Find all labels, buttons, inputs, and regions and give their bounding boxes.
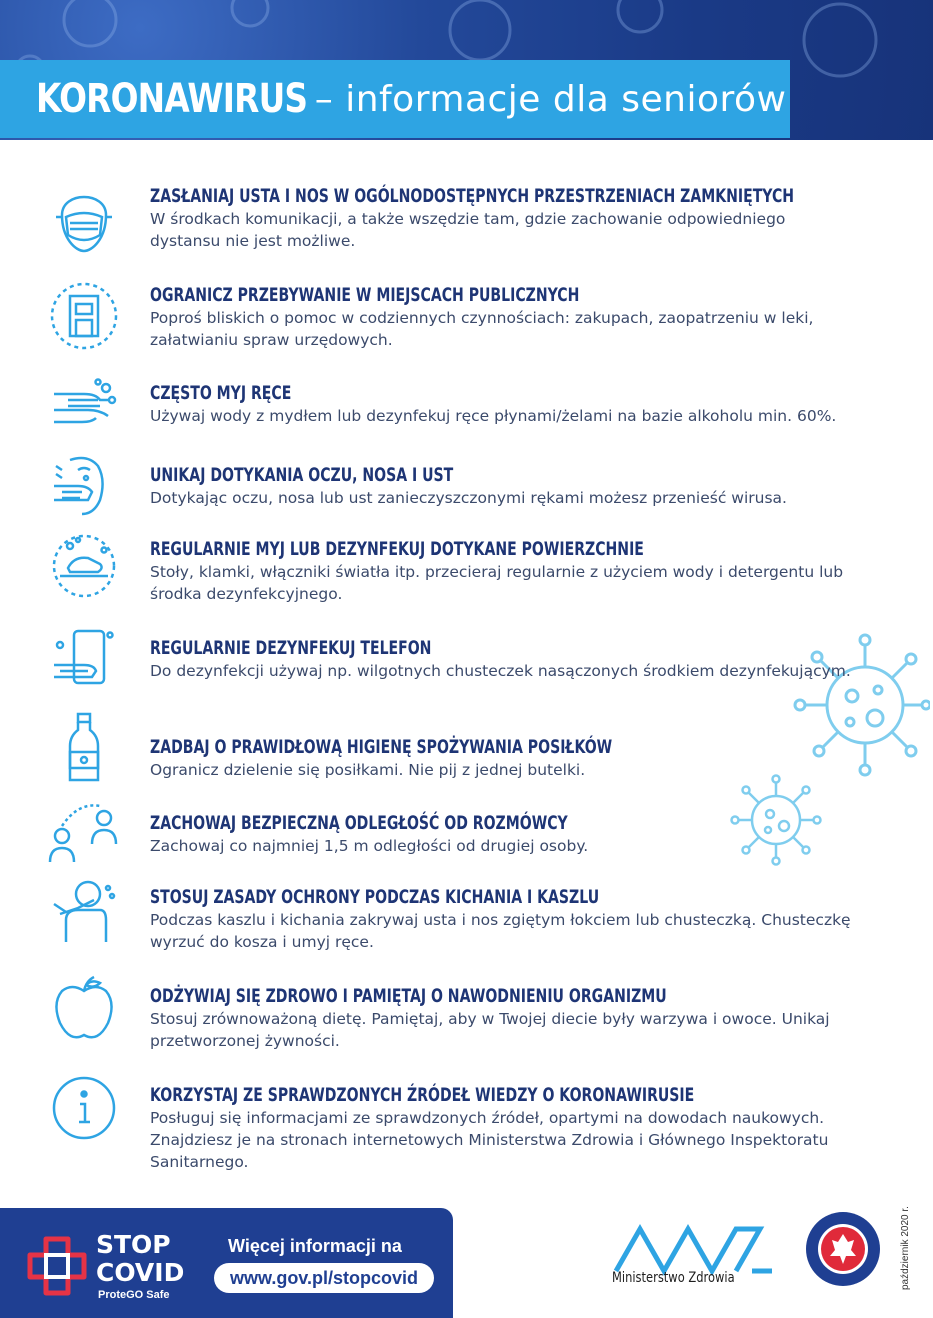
apple-icon xyxy=(48,973,120,1045)
protego-cross-icon xyxy=(26,1235,88,1297)
title-bar xyxy=(0,60,790,138)
advice-text: Stosuj zrównoważoną dietę. Pamiętaj, aby w Twojej diecie były warzywa i owoce. Unikaj przetworzonej żywności. xyxy=(150,1010,830,1050)
stopcovid-panel xyxy=(0,1208,453,1318)
advice-title: STOSUJ ZASADY OCHRONY PODCZAS KICHANIA I KASZLU xyxy=(150,886,600,908)
publication-date: październik 2020 r. xyxy=(900,1206,911,1290)
page-subtitle: – informacje dla seniorów xyxy=(314,78,787,120)
advice-text: Zachowaj co najmniej 1,5 m odległości od drugiej osoby. xyxy=(150,837,589,855)
advice-text: Ogranicz dzielenie się posiłkami. Nie pij z jednej butelki. xyxy=(150,761,586,779)
advice-text: Stoły, klamki, włączniki światła itp. przecieraj regularnie z użyciem wody i detergentu lub środka dezynfekcyjnego. xyxy=(150,563,844,603)
stopcovid-link[interactable]: www.gov.pl/stopcovid xyxy=(214,1263,434,1293)
advice-title: REGULARNIE MYJ LUB DEZYNFEKUJ DOTYKANE POWIERZCHNIE xyxy=(150,538,644,560)
hand-wash-icon xyxy=(48,370,120,442)
virus-decoration-large-icon xyxy=(790,630,930,780)
advice-title: ODŻYWIAJ SIĘ ZDROWO I PAMIĘTAJ O NAWODNIENIU ORGANIZMU xyxy=(150,985,667,1007)
sanitary-inspection-seal-icon xyxy=(804,1210,882,1288)
covid-word: COVID xyxy=(96,1258,185,1287)
advice-title: OGRANICZ PRZEBYWANIE W MIEJSCACH PUBLICZNYCH xyxy=(150,284,580,306)
phone-wipe-icon xyxy=(48,625,120,697)
surface-wipe-icon xyxy=(48,528,120,600)
advice-text: Poproś bliskich o pomoc w codziennych czynnościach: zakupach, zaopatrzeniu w leki, załatwianiu spraw urzędowych. xyxy=(150,309,814,349)
advice-title: ZACHOWAJ BEZPIECZNĄ ODLEGŁOŚĆ OD ROZMÓWCY xyxy=(150,812,568,834)
touch-face-icon xyxy=(48,450,120,522)
more-info-text: Więcej informacji na xyxy=(228,1236,402,1256)
advice-text: Do dezynfekcji używaj np. wilgotnych chusteczek nasączonych środkiem dezynfekującym. xyxy=(150,662,851,680)
advice-text: Posługuj się informacjami ze sprawdzonych źródeł, opartymi na dowodach naukowych. Znajdziesz je na stronach internetowych Ministerstwa Zdrowia i Głównego Inspektoratu Sanitarnego. xyxy=(150,1109,829,1171)
face-mask-icon xyxy=(48,181,120,253)
advice-text: Używaj wody z mydłem lub dezynfekuj ręce płynami/żelami na bazie alkoholu min. 60%. xyxy=(150,407,837,425)
building-door-icon xyxy=(48,280,120,352)
advice-title: ZASŁANIAJ USTA I NOS W OGÓLNODOSTĘPNYCH PRZESTRZENIACH ZAMKNIĘTYCH xyxy=(150,185,795,207)
page-title: KORONAWIRUS xyxy=(36,76,308,122)
cough-elbow-icon xyxy=(48,874,120,946)
advice-title: CZĘSTO MYJ RĘCE xyxy=(150,382,292,404)
stop-word: STOP xyxy=(96,1230,171,1259)
advice-text: Dotykając oczu, nosa lub ust zanieczyszczonymi rękami możesz przenieść wirusa. xyxy=(150,489,787,507)
header-banner xyxy=(0,0,933,140)
advice-text: Podczas kaszlu i kichania zakrywaj usta i nos zgiętym łokciem lub chusteczką. Chusteczkę wyrzuć do kosza i umyj ręce. xyxy=(150,911,851,951)
advice-title: REGULARNIE DEZYNFEKUJ TELEFON xyxy=(150,637,432,659)
info-icon xyxy=(48,1072,120,1144)
protego-label: ProteGO Safe xyxy=(98,1289,170,1301)
ministry-name: Ministerstwo Zdrowia xyxy=(612,1270,735,1286)
advice-title: UNIKAJ DOTYKANIA OCZU, NOSA I UST xyxy=(150,464,454,486)
advice-title: ZADBAJ O PRAWIDŁOWĄ HIGIENĘ SPOŻYWANIA POSIŁKÓW xyxy=(150,736,613,758)
advice-title: KORZYSTAJ ZE SPRAWDZONYCH ŹRÓDEŁ WIEDZY O KORONAWIRUSIE xyxy=(150,1084,695,1106)
bottle-icon xyxy=(48,712,120,784)
advice-text: W środkach komunikacji, a także wszędzie tam, gdzie zachowanie odpowiedniego dystansu nie jest możliwe. xyxy=(150,210,786,250)
social-distance-icon xyxy=(48,792,120,864)
